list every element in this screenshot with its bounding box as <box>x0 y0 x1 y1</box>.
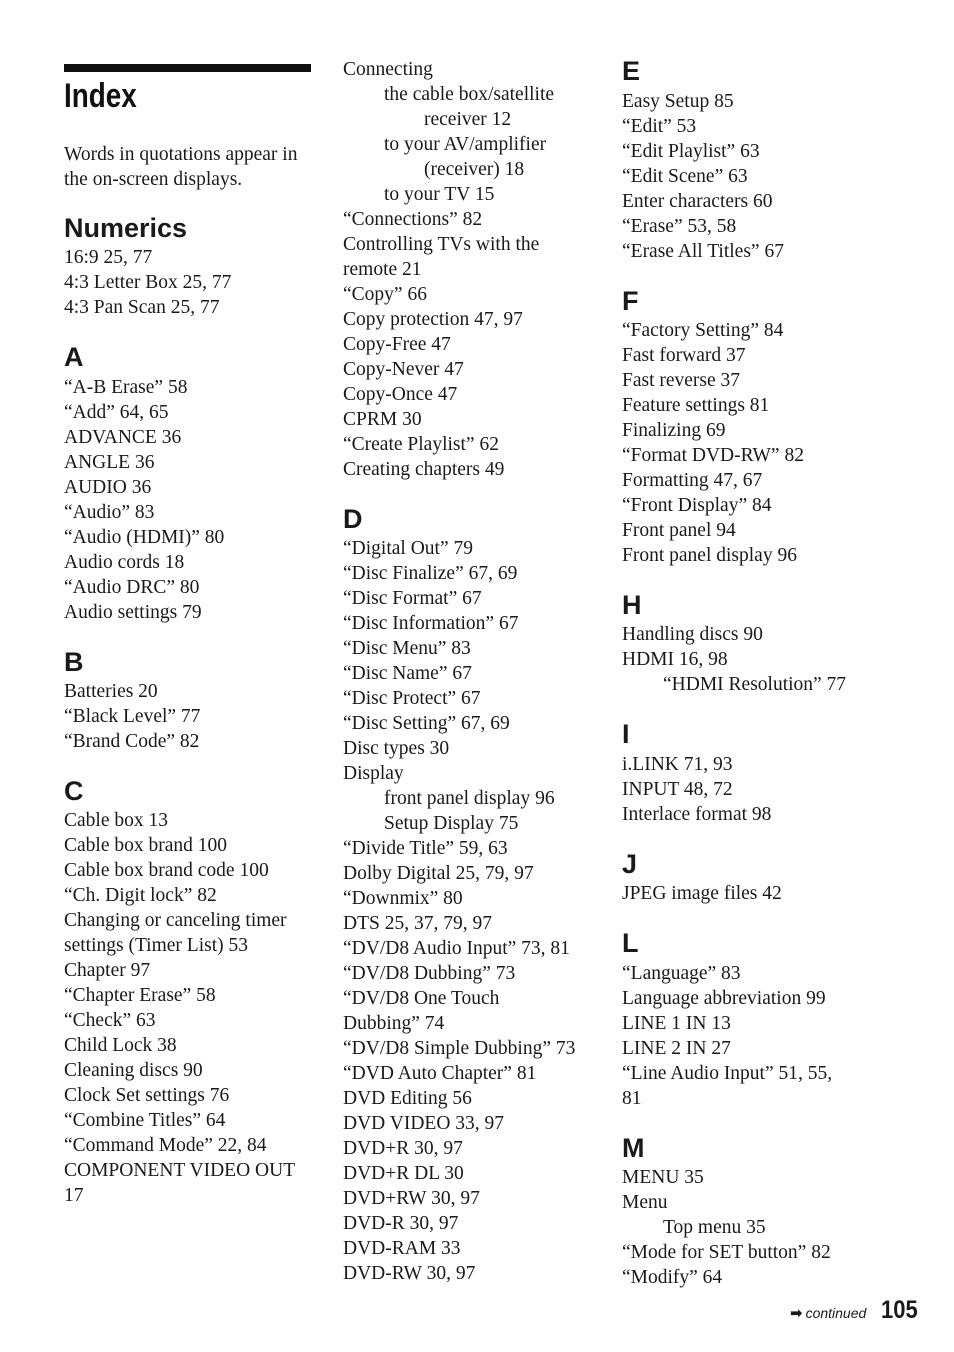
index-entry: AUDIO 36 <box>64 477 152 498</box>
index-entry: Audio settings 79 <box>64 602 202 623</box>
index-entry: “DV/D8 Audio Input” 73, 81 <box>343 938 570 959</box>
index-entry: “Digital Out” 79 <box>343 538 473 559</box>
index-entry: 17 <box>64 1185 84 1206</box>
index-entry: Fast forward 37 <box>622 345 746 366</box>
index-subentry: to your AV/amplifier <box>384 134 547 155</box>
index-entry: Child Lock 38 <box>64 1035 177 1056</box>
index-entry: Front panel 94 <box>622 520 736 541</box>
index-entry: Batteries 20 <box>64 681 158 702</box>
index-entry: “Edit Scene” 63 <box>622 166 748 187</box>
index-entry: Interlace format 98 <box>622 804 772 825</box>
index-entry: “Create Playlist” 62 <box>343 434 499 455</box>
index-entry: “Divide Title” 59, 63 <box>343 838 508 859</box>
index-intro <box>64 142 316 192</box>
intro-line-2: the on-screen displays. <box>64 169 243 190</box>
section-heading: Numerics <box>64 213 188 243</box>
index-entry: “Disc Finalize” 67, 69 <box>343 563 518 584</box>
index-entry: “Disc Format” 67 <box>343 588 482 609</box>
index-entry: DTS 25, 37, 79, 97 <box>343 913 492 934</box>
index-entry: “Downmix” 80 <box>343 888 463 909</box>
index-entry: DVD VIDEO 33, 97 <box>343 1113 505 1134</box>
index-entry: “Black Level” 77 <box>64 706 201 727</box>
index-entry: “Language” 83 <box>622 963 741 984</box>
index-entry: “Audio (HDMI)” 80 <box>64 527 225 548</box>
index-entry: “Erase All Titles” 67 <box>622 241 784 262</box>
index-entry: “Disc Protect” 67 <box>343 688 481 709</box>
index-entry: Feature settings 81 <box>622 395 770 416</box>
index-entry: “Modify” 64 <box>622 1267 723 1288</box>
index-entry: Cleaning discs 90 <box>64 1060 203 1081</box>
page-number: 105 <box>881 1296 918 1324</box>
index-entry: “Command Mode” 22, 84 <box>64 1135 267 1156</box>
index-entry: DVD-R 30, 97 <box>343 1213 459 1234</box>
index-entry: “Brand Code” 82 <box>64 731 200 752</box>
section-heading: C <box>64 776 84 806</box>
index-entry: 4:3 Letter Box 25, 77 <box>64 272 232 293</box>
index-entry: “DV/D8 One Touch <box>343 988 500 1009</box>
index-entry: Handling discs 90 <box>622 624 763 645</box>
index-entry: COMPONENT VIDEO OUT <box>64 1160 296 1181</box>
index-entry: “Disc Information” 67 <box>343 613 519 634</box>
index-entry: “Combine Titles” 64 <box>64 1110 226 1131</box>
index-entry: Enter characters 60 <box>622 191 773 212</box>
index-entry: MENU 35 <box>622 1167 704 1188</box>
index-entry: HDMI 16, 98 <box>622 649 728 670</box>
index-entry: “Line Audio Input” 51, 55, <box>622 1063 833 1084</box>
index-entry: Dubbing” 74 <box>343 1013 445 1034</box>
index-entry: CPRM 30 <box>343 409 422 430</box>
index-entry: “Edit Playlist” 63 <box>622 141 760 162</box>
index-entry: “Disc Name” 67 <box>343 663 472 684</box>
index-entry: Menu <box>622 1192 668 1213</box>
index-entry: Clock Set settings 76 <box>64 1085 230 1106</box>
index-entry: Copy-Once 47 <box>343 384 458 405</box>
index-entry: Formatting 47, 67 <box>622 470 763 491</box>
index-entry: 4:3 Pan Scan 25, 77 <box>64 297 220 318</box>
index-entry: “Format DVD-RW” 82 <box>622 445 804 466</box>
index-entry: DVD Editing 56 <box>343 1088 472 1109</box>
index-subentry: Top menu 35 <box>663 1217 766 1238</box>
section-heading: J <box>622 849 638 879</box>
index-entry: Display <box>343 763 404 784</box>
index-subentry: (receiver) 18 <box>424 159 525 180</box>
index-entry: Easy Setup 85 <box>622 91 734 112</box>
section-heading: L <box>622 928 639 958</box>
index-entry: JPEG image files 42 <box>622 883 782 904</box>
arrow-right-icon: ➡ <box>789 1305 803 1322</box>
index-entry: “Disc Menu” 83 <box>343 638 471 659</box>
page-title: Index <box>64 77 137 115</box>
index-entry: “Disc Setting” 67, 69 <box>343 713 510 734</box>
index-entry: LINE 2 IN 27 <box>622 1038 731 1059</box>
index-subentry: to your TV 15 <box>384 184 495 205</box>
index-entry: DVD+RW 30, 97 <box>343 1188 480 1209</box>
index-subentry: “HDMI Resolution” 77 <box>663 674 847 695</box>
index-entry: Dolby Digital 25, 79, 97 <box>343 863 534 884</box>
page-footer <box>790 1296 918 1330</box>
index-entry: “Ch. Digit lock” 82 <box>64 885 217 906</box>
continued-label: continued <box>805 1305 867 1321</box>
intro-line-1: Words in quotations appear in <box>64 144 298 165</box>
index-entry: “Chapter Erase” 58 <box>64 985 216 1006</box>
index-entry: “Erase” 53, 58 <box>622 216 737 237</box>
index-entry: settings (Timer List) 53 <box>64 935 248 956</box>
index-subentry: front panel display 96 <box>384 788 555 809</box>
index-entry: i.LINK 71, 93 <box>622 754 733 775</box>
index-entry: “Mode for SET button” 82 <box>622 1242 831 1263</box>
index-entry: “DV/D8 Simple Dubbing” 73 <box>343 1038 576 1059</box>
index-subentry: the cable box/satellite <box>384 84 555 105</box>
index-entry: “Connections” 82 <box>343 209 483 230</box>
index-entry: Cable box 13 <box>64 810 168 831</box>
index-entry: Changing or canceling timer <box>64 910 287 931</box>
index-entry: Controlling TVs with the <box>343 234 540 255</box>
index-entry: ANGLE 36 <box>64 452 155 473</box>
index-entry: DVD+R 30, 97 <box>343 1138 463 1159</box>
index-entry: “Front Display” 84 <box>622 495 772 516</box>
index-entry: Language abbreviation 99 <box>622 988 826 1009</box>
index-entry: Fast reverse 37 <box>622 370 741 391</box>
index-entry: DVD+R DL 30 <box>343 1163 464 1184</box>
index-entry: “Add” 64, 65 <box>64 402 169 423</box>
index-entry: Chapter 97 <box>64 960 151 981</box>
index-entry: remote 21 <box>343 259 422 280</box>
index-entry: “A-B Erase” 58 <box>64 377 188 398</box>
index-entry: Cable box brand 100 <box>64 835 228 856</box>
section-heading: F <box>622 286 639 316</box>
index-entry: Copy-Free 47 <box>343 334 451 355</box>
section-heading: E <box>622 56 641 86</box>
index-entry: INPUT 48, 72 <box>622 779 733 800</box>
index-entry: Cable box brand code 100 <box>64 860 269 881</box>
section-heading: A <box>64 342 84 372</box>
index-entry: Disc types 30 <box>343 738 450 759</box>
index-entry: LINE 1 IN 13 <box>622 1013 731 1034</box>
section-heading: B <box>64 647 84 677</box>
index-entry: “Audio DRC” 80 <box>64 577 200 598</box>
section-heading: D <box>343 504 363 534</box>
continued-marker <box>790 1304 866 1322</box>
index-entry: 16:9 25, 77 <box>64 247 153 268</box>
index-entry: “DV/D8 Dubbing” 73 <box>343 963 516 984</box>
index-entry: Creating chapters 49 <box>343 459 505 480</box>
index-entry: Copy protection 47, 97 <box>343 309 523 330</box>
index-subentry: receiver 12 <box>424 109 512 130</box>
section-heading: H <box>622 590 642 620</box>
index-entry: “Check” 63 <box>64 1010 156 1031</box>
title-rule <box>64 64 311 72</box>
index-entry: “DVD Auto Chapter” 81 <box>343 1063 537 1084</box>
index-entry: 81 <box>622 1088 642 1109</box>
index-entry: “Edit” 53 <box>622 116 697 137</box>
section-heading: M <box>622 1133 645 1163</box>
section-heading: I <box>622 719 630 749</box>
index-entry: ADVANCE 36 <box>64 427 182 448</box>
index-entry: Front panel display 96 <box>622 545 797 566</box>
index-entry: Finalizing 69 <box>622 420 726 441</box>
index-entry: DVD-RW 30, 97 <box>343 1263 476 1284</box>
index-entry: “Copy” 66 <box>343 284 427 305</box>
index-entry: “Factory Setting” 84 <box>622 320 784 341</box>
index-entry: DVD-RAM 33 <box>343 1238 461 1259</box>
index-entry: “Audio” 83 <box>64 502 155 523</box>
index-subentry: Setup Display 75 <box>384 813 519 834</box>
index-entry: Connecting <box>343 59 433 80</box>
index-entry: Copy-Never 47 <box>343 359 464 380</box>
index-entry: Audio cords 18 <box>64 552 185 573</box>
